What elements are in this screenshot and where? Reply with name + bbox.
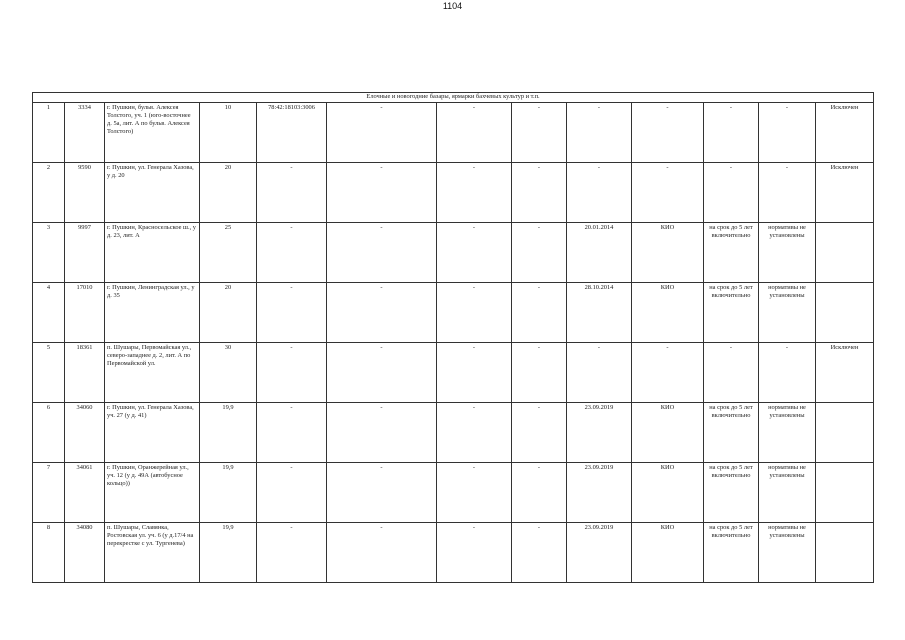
registry-code-cell: 34060 <box>65 403 105 463</box>
registry-code-cell: 34080 <box>65 523 105 583</box>
status-cell: Исключен <box>816 343 874 403</box>
column-6-cell: - <box>327 223 437 283</box>
placement-term-cell: - <box>704 163 759 223</box>
status-cell: Исключен <box>816 103 874 163</box>
registry-code-cell: 3334 <box>65 103 105 163</box>
area-cell: 19,9 <box>200 523 257 583</box>
placement-term-cell: - <box>704 343 759 403</box>
norms-note-cell: нормативы не установлены <box>759 523 816 583</box>
norms-note-cell: нормативы не установлены <box>759 283 816 343</box>
status-cell <box>816 523 874 583</box>
status-cell <box>816 283 874 343</box>
column-8-cell: - <box>512 523 567 583</box>
column-6-cell: - <box>327 523 437 583</box>
area-cell: 10 <box>200 103 257 163</box>
row-number-cell: 5 <box>33 343 65 403</box>
placement-term-cell: на срок до 5 лет включительно <box>704 523 759 583</box>
issuing-body-cell: КИО <box>632 223 704 283</box>
issuing-body-cell: КИО <box>632 523 704 583</box>
column-8-cell: - <box>512 463 567 523</box>
cadastral-number-cell: - <box>257 163 327 223</box>
row-number-cell: 1 <box>33 103 65 163</box>
cadastral-number-cell: 78:42:18103:3006 <box>257 103 327 163</box>
column-7-cell: - <box>437 343 512 403</box>
area-cell: 19,9 <box>200 403 257 463</box>
row-number-cell: 6 <box>33 403 65 463</box>
row-number-cell: 4 <box>33 283 65 343</box>
norms-note-cell: нормативы не установлены <box>759 223 816 283</box>
column-8-cell: - <box>512 103 567 163</box>
table-row <box>33 283 874 343</box>
column-6-cell: - <box>327 103 437 163</box>
cadastral-number-cell: - <box>257 343 327 403</box>
column-8-cell: - <box>512 343 567 403</box>
column-6-cell: - <box>327 163 437 223</box>
column-7-cell: - <box>437 163 512 223</box>
decision-date-cell: 23.09.2019 <box>567 463 632 523</box>
column-7-cell: - <box>437 103 512 163</box>
row-number-cell: 2 <box>33 163 65 223</box>
issuing-body-cell: КИО <box>632 283 704 343</box>
decision-date-cell: - <box>567 163 632 223</box>
row-number-cell: 8 <box>33 523 65 583</box>
section-title-row <box>33 93 874 103</box>
norms-note-cell: - <box>759 103 816 163</box>
area-cell: 30 <box>200 343 257 403</box>
decision-date-cell: - <box>567 343 632 403</box>
table-row <box>33 163 874 223</box>
address-cell: г. Пушкин, бульв. Алексея Толстого, уч. 1 (юго-восточнее д. 5а, лит. А по бульв. Алексея Толстого) <box>105 103 200 163</box>
decision-date-cell: 28.10.2014 <box>567 283 632 343</box>
registry-code-cell: 9590 <box>65 163 105 223</box>
cadastral-number-cell: - <box>257 403 327 463</box>
norms-note-cell: нормативы не установлены <box>759 403 816 463</box>
cadastral-number-cell: - <box>257 523 327 583</box>
column-8-cell: - <box>512 283 567 343</box>
status-cell <box>816 463 874 523</box>
row-number-cell: 7 <box>33 463 65 523</box>
registry-table <box>32 92 874 583</box>
issuing-body-cell: КИО <box>632 403 704 463</box>
cadastral-number-cell: - <box>257 223 327 283</box>
cadastral-number-cell: - <box>257 283 327 343</box>
status-cell <box>816 403 874 463</box>
decision-date-cell: 23.09.2019 <box>567 523 632 583</box>
column-7-cell: - <box>437 283 512 343</box>
cadastral-number-cell: - <box>257 463 327 523</box>
address-cell: г. Пушкин, Ленинградская ул., у д. 35 <box>105 283 200 343</box>
address-cell: п. Шушары, Первомайская ул., северо-западнее д. 2, лит. А по Первомайской ул. <box>105 343 200 403</box>
column-6-cell: - <box>327 343 437 403</box>
column-6-cell: - <box>327 403 437 463</box>
decision-date-cell: - <box>567 103 632 163</box>
decision-date-cell: 20.01.2014 <box>567 223 632 283</box>
norms-note-cell: нормативы не установлены <box>759 463 816 523</box>
table-row <box>33 223 874 283</box>
column-8-cell: - <box>512 403 567 463</box>
table-row <box>33 523 874 583</box>
norms-note-cell: - <box>759 343 816 403</box>
row-number-cell: 3 <box>33 223 65 283</box>
placement-term-cell: на срок до 5 лет включительно <box>704 463 759 523</box>
issuing-body-cell: - <box>632 103 704 163</box>
column-8-cell: - <box>512 163 567 223</box>
address-cell: г. Пушкин, ул. Генерала Хазова, у д. 20 <box>105 163 200 223</box>
table-row <box>33 463 874 523</box>
decision-date-cell: 23.09.2019 <box>567 403 632 463</box>
issuing-body-cell: - <box>632 343 704 403</box>
area-cell: 20 <box>200 283 257 343</box>
column-7-cell: - <box>437 523 512 583</box>
column-7-cell: - <box>437 463 512 523</box>
issuing-body-cell: КИО <box>632 463 704 523</box>
norms-note-cell: - <box>759 163 816 223</box>
registry-code-cell: 17010 <box>65 283 105 343</box>
status-cell <box>816 223 874 283</box>
column-7-cell: - <box>437 403 512 463</box>
placement-term-cell: на срок до 5 лет включительно <box>704 283 759 343</box>
address-cell: г. Пушкин, Оранжерейная ул., уч. 12 (у д. 49А (автобусное кольцо)) <box>105 463 200 523</box>
section-title: Елочные и новогодние базары, ярмарки бахчевых культур и т.п. <box>33 93 874 103</box>
placement-term-cell: - <box>704 103 759 163</box>
issuing-body-cell: - <box>632 163 704 223</box>
placement-term-cell: на срок до 5 лет включительно <box>704 403 759 463</box>
table-row <box>33 103 874 163</box>
area-cell: 25 <box>200 223 257 283</box>
column-7-cell: - <box>437 223 512 283</box>
column-6-cell: - <box>327 283 437 343</box>
registry-code-cell: 9997 <box>65 223 105 283</box>
page-number: 1104 <box>442 1 463 11</box>
table-row <box>33 343 874 403</box>
column-6-cell: - <box>327 463 437 523</box>
address-cell: п. Шушары, Славянка, Ростовская ул. уч. 6 (у д.17/4 на перекрестке с ул. Тургенева) <box>105 523 200 583</box>
address-cell: г. Пушкин, Красносельское ш., у д. 23, лит. А <box>105 223 200 283</box>
column-8-cell: - <box>512 223 567 283</box>
area-cell: 19,9 <box>200 463 257 523</box>
status-cell: Исключен <box>816 163 874 223</box>
table-row <box>33 403 874 463</box>
registry-code-cell: 18361 <box>65 343 105 403</box>
placement-term-cell: на срок до 5 лет включительно <box>704 223 759 283</box>
address-cell: г. Пушкин, ул. Генерала Хазова, уч. 27 (у д. 41) <box>105 403 200 463</box>
registry-code-cell: 34061 <box>65 463 105 523</box>
area-cell: 20 <box>200 163 257 223</box>
